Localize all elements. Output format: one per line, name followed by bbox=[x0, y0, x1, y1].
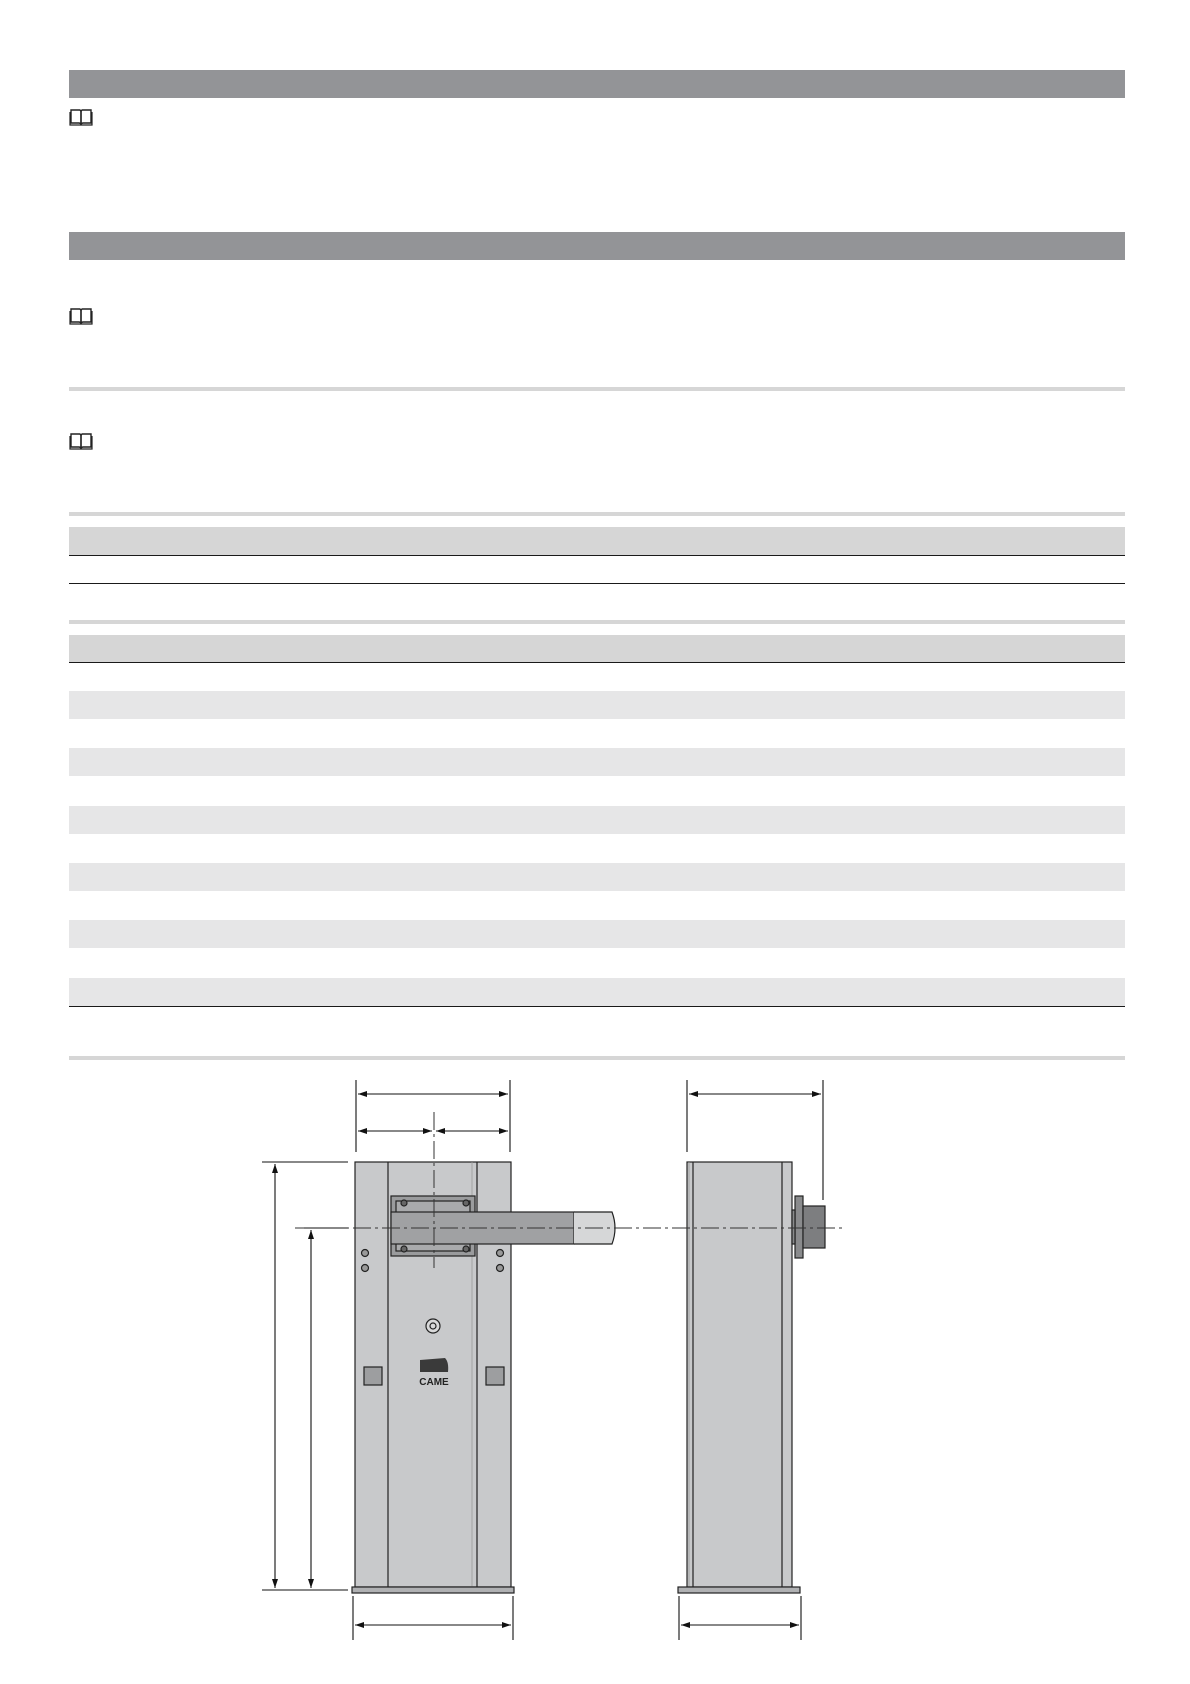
front-view bbox=[352, 1162, 615, 1593]
side-view bbox=[678, 1162, 825, 1593]
brand-label: CAME bbox=[419, 1377, 449, 1388]
